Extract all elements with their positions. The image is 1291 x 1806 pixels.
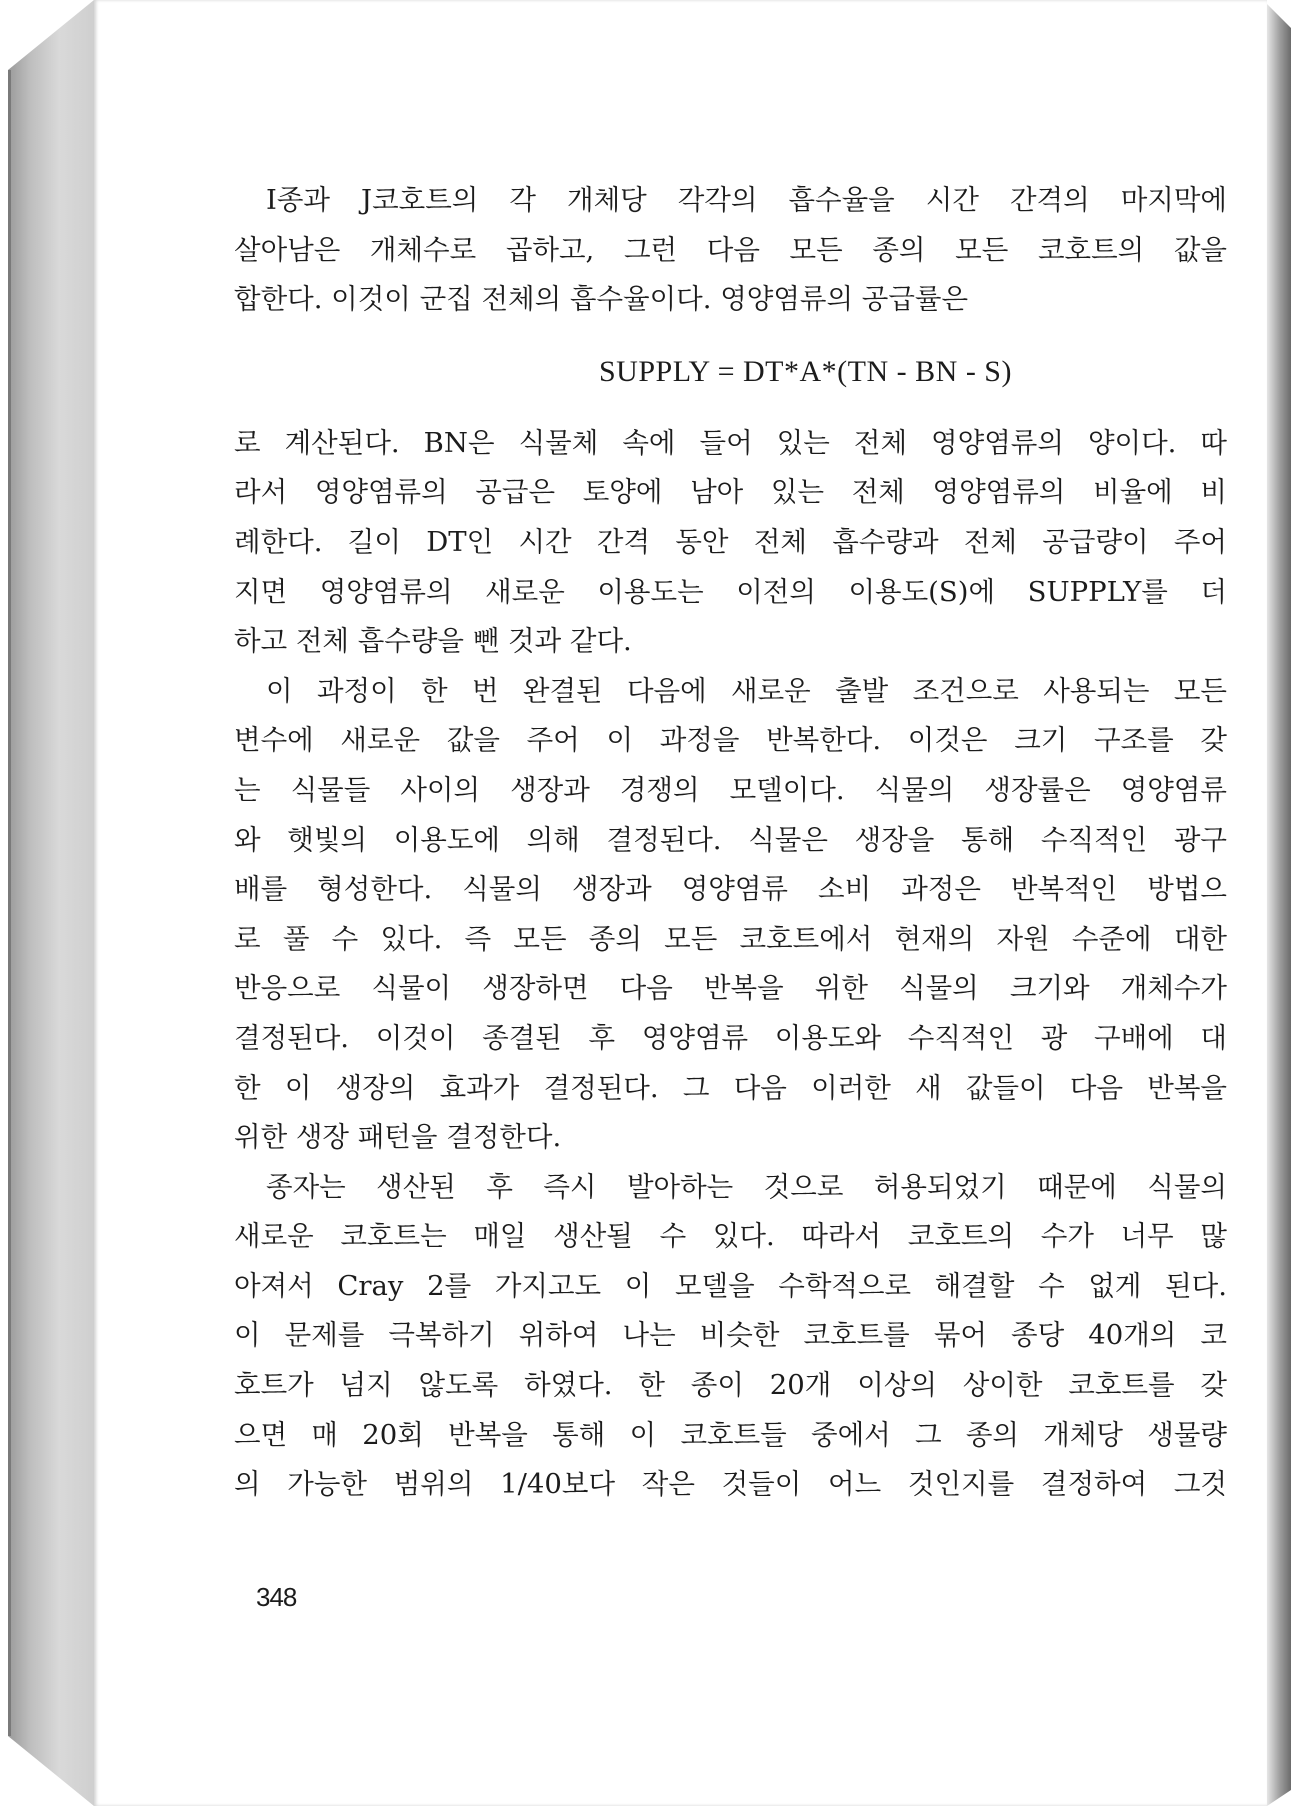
text-line: 라서 영양염류의 공급은 토양에 남아 있는 전체 영양염류의 비율에 비 <box>234 476 1227 509</box>
text-line: 호트가 넘지 않도록 하였다. 한 종이 20개 이상의 상이한 코호트를 갖 <box>234 1369 1227 1402</box>
text-line: 이 문제를 극복하기 위하여 나는 비슷한 코호트를 묶어 종당 40개의 코 <box>234 1319 1227 1352</box>
text-line: 이 과정이 한 번 완결된 다음에 새로운 출발 조건으로 사용되는 모든 <box>266 674 1227 707</box>
text-line: 결정된다. 이것이 종결된 후 영양염류 이용도와 수직적인 광 구배에 대 <box>234 1021 1227 1054</box>
text-line: 배를 형성한다. 식물의 생장과 영양염류 소비 과정은 반복적인 방법으 <box>234 873 1227 906</box>
text-line: 살아남은 개체수로 곱하고, 그런 다음 모든 종의 모든 코호트의 값을 <box>234 233 1227 266</box>
page-right-edge <box>1267 0 1291 1806</box>
text-line: 로 계산된다. BN은 식물체 속에 들어 있는 전체 영양염류의 양이다. 따 <box>234 426 1227 459</box>
text-line: 아져서 Cray 2를 가지고도 이 모델을 수학적으로 해결할 수 없게 된다. <box>234 1269 1227 1302</box>
text-line: 위한 생장 패턴을 결정한다. <box>234 1121 562 1154</box>
book-spine <box>8 0 94 1806</box>
supply-formula: SUPPLY = DT*A*(TN - BN - S) <box>599 354 1012 388</box>
text-line: 새로운 코호트는 매일 생산될 수 있다. 따라서 코호트의 수가 너무 많 <box>234 1220 1227 1253</box>
text-line: 종자는 생산된 후 즉시 발아하는 것으로 허용되었기 때문에 식물의 <box>266 1170 1227 1203</box>
text-line: 합한다. 이것이 군집 전체의 흡수율이다. 영양염류의 공급률은 <box>234 283 969 316</box>
body-text <box>234 176 1227 1510</box>
text-line: 변수에 새로운 값을 주어 이 과정을 반복한다. 이것은 크기 구조를 갖 <box>234 724 1227 757</box>
text-line: I종과 J코호트의 각 개체당 각각의 흡수율을 시간 간격의 마지막에 <box>266 184 1227 216</box>
text-line: 한 이 생장의 효과가 결정된다. 그 다음 이러한 새 값들이 다음 반복을 <box>234 1071 1227 1104</box>
text-line: 반응으로 식물이 생장하면 다음 반복을 위한 식물의 크기와 개체수가 <box>234 972 1227 1005</box>
page-number: 348 <box>256 1582 297 1612</box>
text-line: 으면 매 20회 반복을 통해 이 코호트들 중에서 그 종의 개체당 생물량 <box>234 1418 1227 1451</box>
text-line: 와 햇빛의 이용도에 의해 결정된다. 식물은 생장을 통해 수직적인 광구 <box>234 823 1227 856</box>
text-line: 로 풀 수 있다. 즉 모든 종의 모든 코호트에서 현재의 자원 수준에 대한 <box>234 922 1227 955</box>
text-line: 지면 영양염류의 새로운 이용도는 이전의 이용도(S)에 SUPPLY를 더 <box>234 575 1227 608</box>
book-page <box>94 0 1267 1806</box>
text-line: 례한다. 길이 DT인 시간 간격 동안 전체 흡수량과 전체 공급량이 주어 <box>234 525 1227 558</box>
text-line: 는 식물들 사이의 생장과 경쟁의 모델이다. 식물의 생장률은 영양염류 <box>234 773 1227 806</box>
text-line: 하고 전체 흡수량을 뺀 것과 같다. <box>234 625 632 658</box>
text-line: 의 가능한 범위의 1/40보다 작은 것들이 어느 것인지를 결정하여 그것 <box>234 1468 1227 1501</box>
